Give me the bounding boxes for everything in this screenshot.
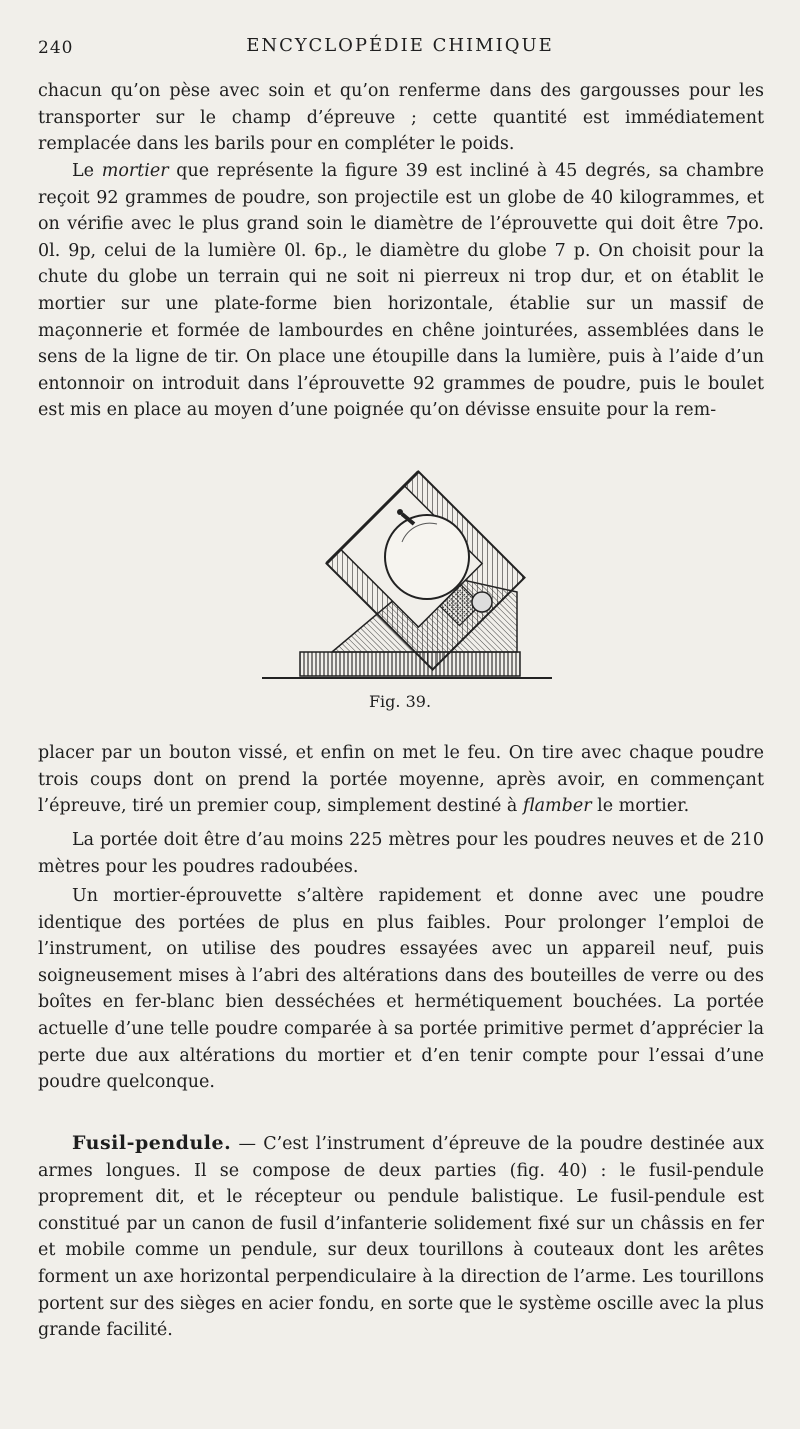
figure-caption: Fig. 39. — [368, 692, 432, 711]
running-title: ENCYCLOPÉDIE CHIMIQUE — [246, 35, 554, 56]
mortar-cross-section-drawing — [262, 462, 552, 682]
paragraph-mortier-rest: que représente la figure 39 est incliné à 45 degrés, sa chambre reçoit 92 grammes de poudre, son projectile est un globe de 40 kilogrammes, et on vérifie avec le plus grand soin le diamètre de l’éprouvette qui doit être 7po. 0l. 9p, celui de la lumière 0l. 6p., le diamètre du globe 7 p. On choisit pour la chute du globe un terrain qui ne soit ni pierreux ni trop dur, et on établit le mortier sur une plate-forme bien horizontale, établie sur un massif de maçonnerie et formée de lambourdes en chêne jointurées, assemblées dans le sens de la ligne de tir. On place une étoupille dans la lumière, puis à l’aide d’un entonnoir on introduit dans l’éprouvette 92 grammes de poudre, puis le boulet est mis en place au moyen d’une poignée qu’on dévisse ensuite pour la rem- — [38, 161, 764, 421]
paragraph-mortier — [38, 158, 764, 424]
paragraph-mise-a-feu-start: placer par un bouton vissé, et enfin on met le feu. On tire avec chaque poudre trois coups dont on prend la portée moyenne, après avoir, en commençant l’épreuve, tiré un premier coup, simplement destiné à — [38, 743, 764, 817]
paragraph-gargousses: chacun qu’on pèse avec soin et qu’on renferme dans des gargousses pour les transporter sur le champ d’épreuve ; cette quantité est immédiatement remplacée dans les barils pour en compléter le poids. — [38, 81, 764, 155]
paragraph-mise-a-feu — [38, 740, 764, 820]
section-heading-fusil-pendule: Fusil-pendule. — [72, 1132, 232, 1154]
paragraph-mortier-eprouvette: Un mortier-éprouvette s’altère rapidement et donne avec une poudre identique des portées de plus en plus faibles. Pour prolonger l’emploi de l’instrument, on utilise des poudres essayées avec un appareil neuf, puis soigneusement mises à l’abri des altérations dans des bouteilles de verre ou des boîtes en fer-blanc bien desséchées et hermétiquement bouchées. La portée actuelle d’une telle poudre comparée à sa portée primitive permet d’apprécier la perte due aux altérations du mortier et d’en tenir compte pour l’essai d’une poudre quelconque. — [38, 886, 764, 1093]
paragraph-mise-a-feu-end: le mortier. — [591, 796, 690, 817]
paragraph-portee: La portée doit être d’au moins 225 mètres pour les poudres neuves et de 210 mètres pour les poudres radoubées. — [38, 830, 764, 877]
figure-39 — [262, 462, 552, 682]
emphasis-mortier: mortier — [101, 161, 169, 181]
paragraph-fusil-pendule-body: — C’est l’instrument d’épreuve de la poudre destinée aux armes longues. Il se compose de deux parties (fig. 40) : le fusil-pendule proprement dit, et le récepteur ou pendule balistique. Le fusil-pendule est constitué par un canon de fusil d’infanterie solidement fixé sur un châssis en fer et mobile comme un pendule, sur deux tourillons à couteaux dont les arêtes forment un axe horizontal perpendiculaire à la direction de l’arme. Les tourillons portent sur des sièges en acier fondu, en sorte que le système oscille avec la plus grande facilité. — [38, 1134, 764, 1341]
emphasis-flamber: flamber — [522, 796, 592, 817]
page-number: 240 — [38, 38, 74, 58]
running-header — [38, 30, 762, 60]
paragraph-fusil-pendule — [38, 1130, 764, 1344]
paragraph-mortier-start: Le — [72, 161, 102, 181]
